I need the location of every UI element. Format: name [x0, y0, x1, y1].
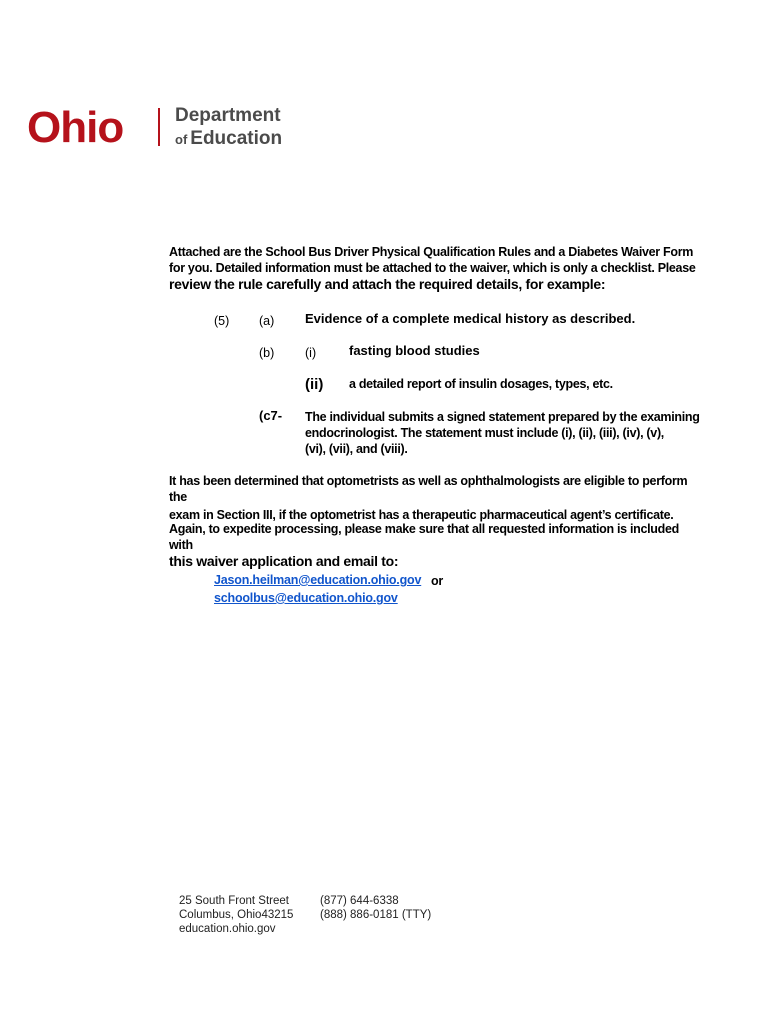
expedite-paragraph	[169, 521, 699, 569]
para2-line-2: exam in Section III, if the optometrist has a therapeutic pharmaceutical agent’s certificate.	[169, 508, 674, 522]
email-link-jason-heilman[interactable]: Jason.heilman@education.ohio.gov	[214, 573, 422, 587]
footer-phones	[320, 894, 431, 922]
item-label-a: (a)	[259, 314, 275, 328]
para2-line-1: It has been determined that optometrists as well as ophthalmologists are eligible to perform the	[169, 474, 688, 504]
item-ii-text: a detailed report of insulin dosages, types, etc.	[349, 377, 613, 391]
footer-phone-tty: (888) 886-0181 (TTY)	[320, 909, 432, 921]
intro-paragraph	[169, 244, 699, 292]
item-label-c: (c7-	[259, 408, 283, 423]
item-label-i: (i)	[305, 346, 317, 360]
para3-line-2: this waiver application and email to:	[169, 553, 399, 569]
logo-department-text: Department	[175, 105, 281, 126]
email-link-schoolbus[interactable]: schoolbus@education.ohio.gov	[214, 591, 398, 605]
item-label-ii: (ii)	[305, 376, 324, 393]
item-c-line-3: (vi), (vii), and (viii).	[305, 442, 408, 456]
footer-street: 25 South Front Street	[179, 895, 289, 907]
intro-line-1: Attached are the School Bus Driver Physical Qualification Rules and a Diabetes Waiver Form	[169, 245, 694, 259]
item-c-line-2: endocrinologist. The statement must include (i), (ii), (iii), (iv), (v),	[305, 426, 664, 440]
intro-line-2: for you. Detailed information must be attached to the waiver, which is only a checklist. Please	[169, 261, 696, 275]
item-label-b: (b)	[259, 346, 275, 360]
item-a-text: Evidence of a complete medical history as described.	[305, 311, 636, 326]
item-c-line-1: The individual submits a signed statement prepared by the examining	[305, 410, 700, 424]
footer-address	[179, 894, 293, 936]
email-or-text: or	[431, 574, 443, 588]
item-number-5: (5)	[214, 314, 230, 328]
item-c-text	[305, 409, 705, 457]
footer-website: education.ohio.gov	[179, 923, 276, 935]
footer-city: Columbus, Ohio43215	[179, 909, 294, 921]
ohio-education-logo	[27, 100, 307, 156]
logo-education-text: Education	[190, 128, 283, 149]
logo-of-text: of	[175, 132, 188, 147]
footer-phone-main: (877) 644-6338	[320, 895, 399, 907]
optometrist-paragraph	[169, 473, 699, 523]
intro-line-3: review the rule carefully and attach the required details, for example:	[169, 276, 606, 292]
logo-ohio-wordmark: Ohio	[27, 103, 124, 152]
item-i-text: fasting blood studies	[349, 343, 480, 358]
logo-education-line	[175, 128, 282, 151]
para3-line-1: Again, to expedite processing, please make sure that all requested information is included with	[169, 522, 679, 552]
logo-divider	[158, 108, 160, 146]
